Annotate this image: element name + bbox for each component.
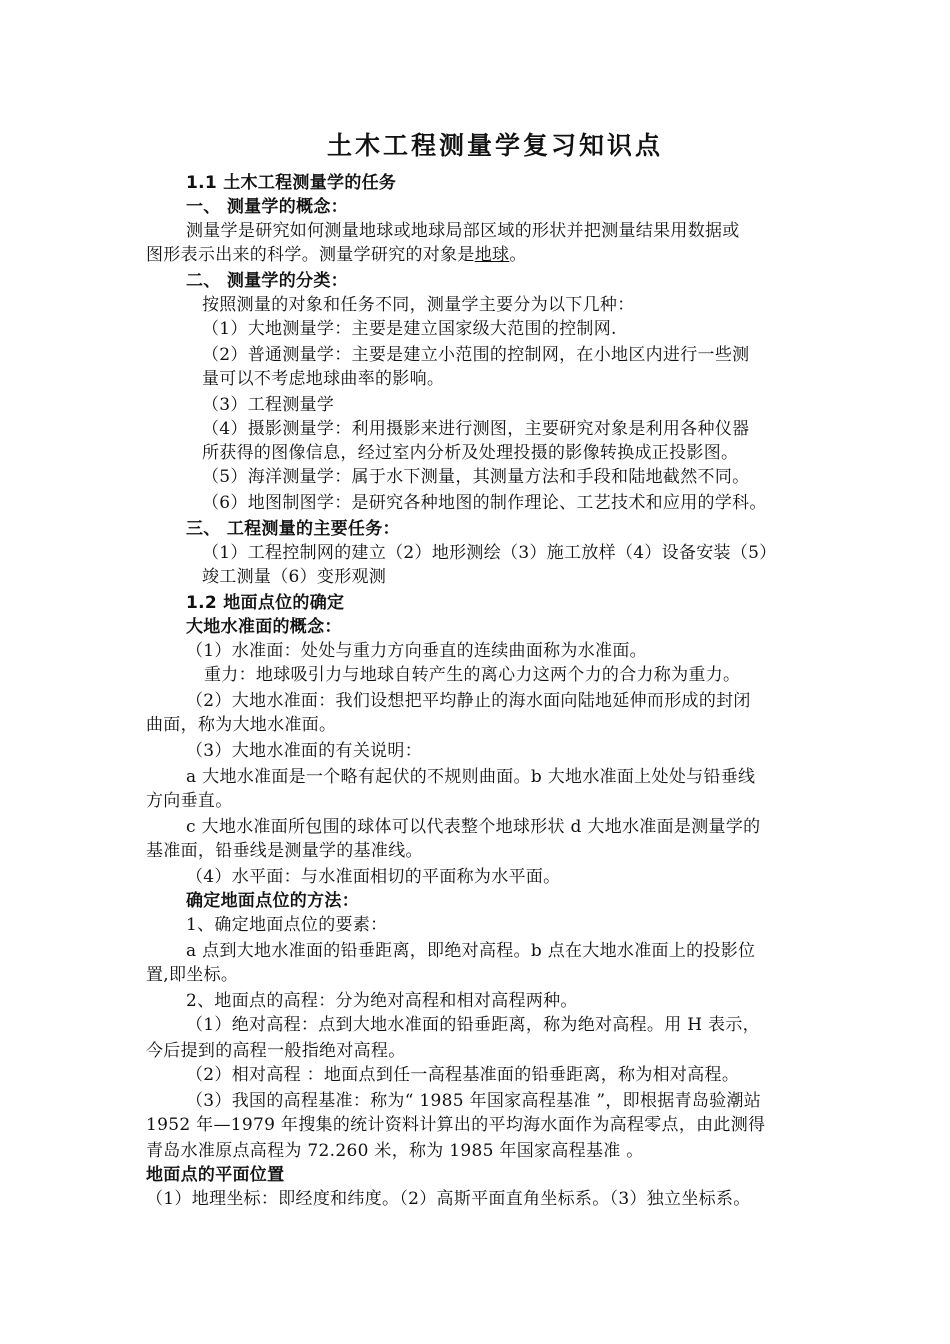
list-item: （3）工程测量学	[202, 395, 335, 415]
page-title: 土木工程测量学复习知识点	[326, 131, 663, 160]
list-item: （1）大地测量学：主要是建立国家级大范围的控制网.	[202, 319, 617, 339]
heading-geoid: 大地水准面的概念：	[186, 617, 342, 637]
paragraph-line: 竣工测量（6）变形观测	[202, 567, 387, 587]
paragraph-line: 重力：地球吸引力与地球自转产生的离心力这两个力的合力称为重力。	[204, 665, 741, 685]
underlined-term: 地球	[474, 245, 510, 265]
paragraph-line: （2）相对高程 ：地面点到任一高程基准面的铅垂距离，称为相对高程。	[186, 1065, 740, 1085]
list-item: （2）普通测量学：主要是建立小范围的控制网，在小地区内进行一些测	[202, 345, 750, 365]
heading-plane-position: 地面点的平面位置	[146, 1165, 285, 1185]
section-heading-1-1: 1.1 土木工程测量学的任务	[186, 173, 397, 193]
paragraph-line: 2、地面点的高程：分为绝对高程和相对高程两种。	[186, 991, 578, 1011]
paragraph-line: （3）大地水准面的有关说明：	[186, 741, 423, 761]
paragraph-line: 曲面，称为大地水准面。	[146, 715, 337, 735]
paragraph-line: （1）工程控制网的建立（2）地形测绘（3）施工放样（4）设备安装（5）	[202, 543, 777, 563]
list-item: （6）地图制图学：是研究各种地图的制作理论、工艺技术和应用的学科。	[202, 493, 767, 513]
paragraph-line: c 大地水准面所包围的球体可以代表整个地球形状 d 大地水准面是测量学的	[186, 817, 761, 837]
heading-classification: 二、 测量学的分类：	[186, 271, 348, 291]
paragraph-line: a 大地水准面是一个略有起伏的不规则曲面。b 大地水准面上处处与铅垂线	[186, 767, 756, 787]
paragraph-line: （1）水准面：处处与重力方向垂直的连续曲面称为水准面。	[186, 641, 647, 661]
heading-methods: 确定地面点位的方法：	[186, 891, 359, 911]
paragraph-line: 置,即坐标。	[146, 965, 239, 985]
paragraph-line: （2）大地水准面：我们设想把平均静止的海水面向陆地延伸而形成的封闭	[186, 691, 751, 711]
paragraph-line: 按照测量的对象和任务不同，测量学主要分为以下几种：	[202, 295, 635, 315]
paragraph-line: （1）地理坐标：即经度和纬度。（2）高斯平面直角坐标系。（3）独立坐标系。	[146, 1189, 751, 1209]
paragraph-line: 今后提到的高程一般指绝对高程。	[146, 1041, 406, 1061]
paragraph-line: 图形表示出来的科学。测量学研究的对象是地球。	[146, 245, 527, 265]
paragraph-line: （1）绝对高程：点到大地水准面的铅垂距离，称为绝对高程。用 H 表示，	[186, 1015, 760, 1035]
list-item-continued: 量可以不考虑地球曲率的影响。	[202, 369, 445, 389]
paragraph-line: 基准面，铅垂线是测量学的基准线。	[146, 841, 423, 861]
section-heading-1-2: 1.2 地面点位的确定	[186, 593, 345, 613]
paragraph-line: 测量学是研究如何测量地球或地球局部区域的形状并把测量结果用数据或	[186, 221, 740, 241]
paragraph-line: a 点到大地水准面的铅垂距离，即绝对高程。b 点在大地水准面上的投影位	[186, 941, 756, 961]
paragraph-line: （4）水平面：与水准面相切的平面称为水平面。	[186, 867, 561, 887]
paragraph-line: 青岛水准原点高程为 72.260 米，称为 1985 年国家高程基准 。	[146, 1141, 644, 1161]
heading-main-tasks: 三、 工程测量的主要任务：	[186, 519, 400, 539]
list-item: （5）海洋测量学：属于水下测量，其测量方法和手段和陆地截然不同。	[202, 467, 750, 487]
list-item: （4）摄影测量学：利用摄影来进行测图，主要研究对象是利用各种仪器	[202, 419, 750, 439]
paragraph-line: （3）我国的高程基准：称为“ 1985 年国家高程基准 ”，即根据青岛验潮站	[186, 1091, 762, 1111]
paragraph-line: 1952 年—1979 年搜集的统计资料计算出的平均海水面作为高程零点，由此测得	[146, 1115, 766, 1135]
paragraph-line: 方向垂直。	[146, 791, 233, 811]
paragraph-line: 1、确定地面点位的要素：	[186, 915, 388, 935]
heading-concept: 一、 测量学的概念：	[186, 197, 348, 217]
list-item-continued: 所获得的图像信息，经过室内分析及处理投摄的影像转换成正投影图。	[202, 443, 739, 463]
